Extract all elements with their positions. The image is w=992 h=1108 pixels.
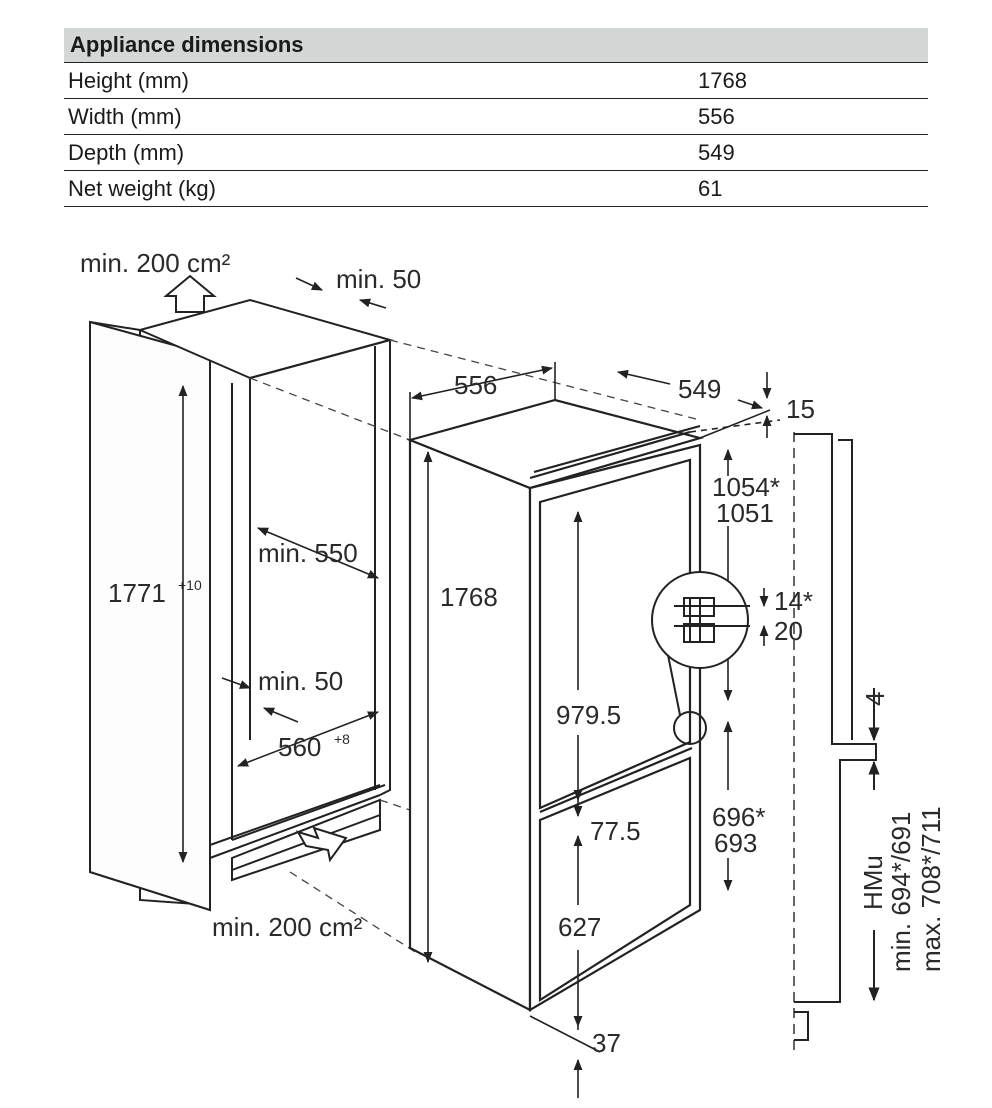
gap-4-label: 4: [860, 691, 890, 706]
hmu-label: HMu: [858, 855, 888, 910]
top-offset-label: 15: [786, 394, 815, 424]
hmu-min-label: min. 694*/691: [886, 811, 916, 972]
lower-door-a-label: 696*: [712, 802, 766, 832]
row-value: 1768: [692, 63, 928, 99]
table-title: Appliance dimensions: [64, 28, 928, 63]
hinge-a-label: 14*: [774, 586, 814, 616]
niche-depth-label: min. 550: [258, 538, 358, 568]
depth-label: 549: [678, 374, 722, 404]
hinge-b-label: 20: [774, 616, 803, 646]
row-label: Width (mm): [64, 99, 692, 135]
width-label: 556: [454, 370, 498, 400]
upper-door-a-label: 1054*: [712, 472, 780, 502]
niche-height-label: 1771: [108, 578, 166, 608]
row-label: Height (mm): [64, 63, 692, 99]
row-value: 556: [692, 99, 928, 135]
hmu-max-label: max. 708*/711: [916, 806, 946, 972]
height-label: 1768: [440, 582, 498, 612]
lower-door-height-label: 627: [558, 912, 602, 942]
cabinet-section-profile: [794, 432, 876, 1050]
row-label: Net weight (kg): [64, 171, 692, 207]
vent-top-label: min. 200 cm²: [80, 248, 231, 278]
bottom-offset-label: 37: [592, 1028, 621, 1058]
upper-door-height-label: 979.5: [556, 700, 622, 730]
upper-door-b-label: 1051: [716, 498, 774, 528]
niche-width-tolerance: +8: [334, 731, 350, 747]
lower-door-b-label: 693: [714, 828, 758, 858]
row-label: Depth (mm): [64, 135, 692, 171]
side-gap-label: min. 50: [258, 666, 344, 696]
top-gap-label: min. 50: [336, 264, 422, 294]
appliance-body: [410, 400, 700, 1010]
row-value: 61: [692, 171, 928, 207]
niche-width-label: 560: [278, 732, 322, 762]
niche-height-tolerance: +10: [178, 577, 202, 593]
vent-bottom-label: min. 200 cm²: [212, 912, 363, 942]
door-gap-label: 77.5: [590, 816, 641, 846]
row-value: 549: [692, 135, 928, 171]
vent-up-arrow-icon: [166, 276, 214, 312]
